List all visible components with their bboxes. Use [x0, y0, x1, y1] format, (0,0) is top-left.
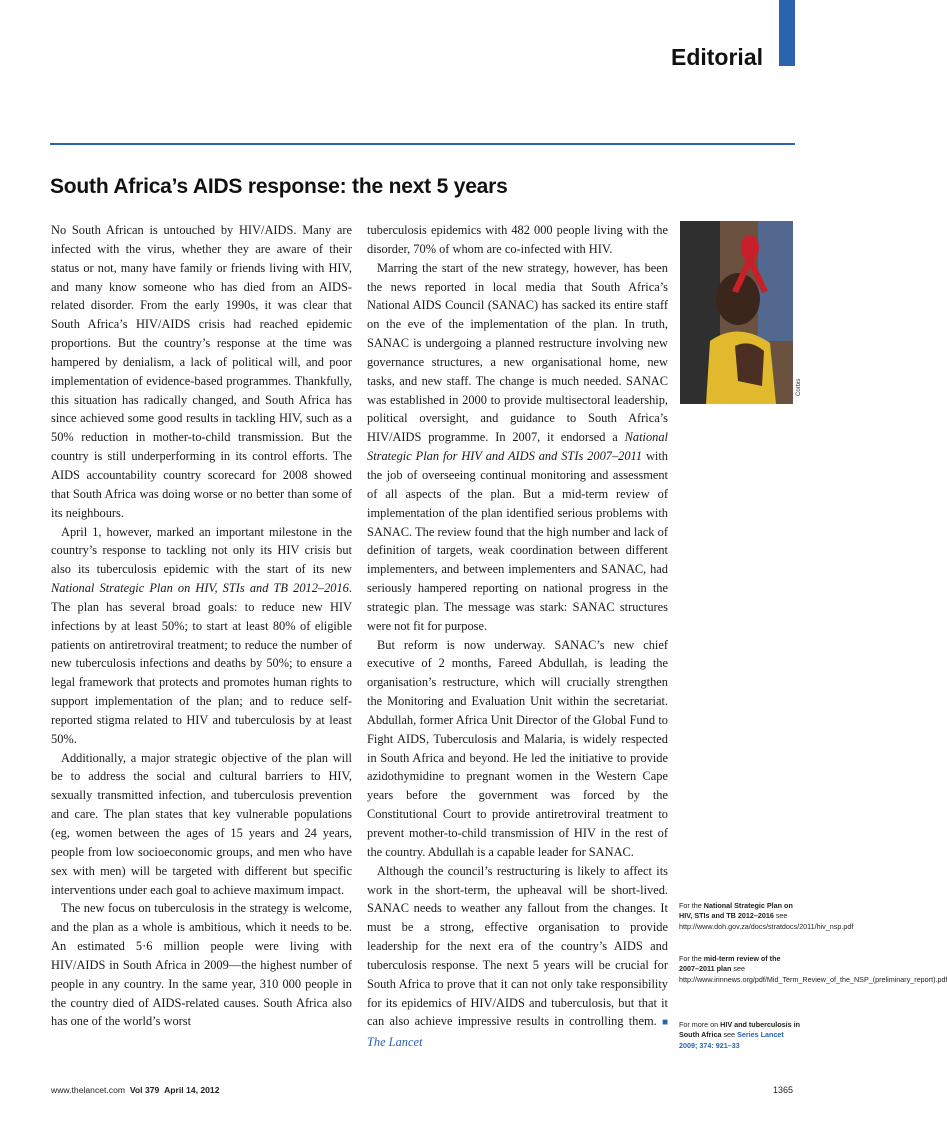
footer-citation: [51, 1085, 220, 1095]
paragraph-continued: tuberculosis epidemics with 482 000 people living with the disorder, 70% of whom are co-infected with HIV.: [367, 223, 668, 256]
plan-2007-italic: National Strategic Plan for HIV and AIDS and STIs 2007–2011: [367, 430, 668, 464]
note-nsp-url[interactable]: see http://www.doh.gov.za/docs/stratdocs/2011/hiv_nsp.pdf: [679, 911, 854, 931]
article-column-middle: [367, 221, 668, 1052]
sidebar-note-review: [679, 954, 947, 985]
note-review-title: mid-term review of the 2007–2011 plan: [679, 954, 781, 974]
footer-date: April 14, 2012: [164, 1085, 220, 1095]
signature: The Lancet: [367, 1035, 423, 1050]
signature-square-icon: ■: [661, 1017, 668, 1029]
plan-title-italic: National Strategic Plan on HIV, STIs and TB 2012–2016: [51, 581, 349, 596]
article-column-left: [51, 221, 352, 1031]
note-nsp-lead: For the: [679, 901, 704, 910]
paragraph-conclusion-text: Although the council’s restructuring is likely to affect its work in the short-term, the upheaval will be short-lived. SANAC needs to weather any fallout from the changes. It must be a strong, effective organisation to provide leadership for the next era of the country’s AIDS and tuberculosis response. The next 5 years will be crucial for South Africa to prove that it can not only take responsibility for its epidemics of HIV/AIDS and tuberculosis, but that it can also achieve impressive results in controlling them.: [367, 863, 668, 1029]
paragraph-objective: Additionally, a major strategic objective of the plan will be to address the social and cultural barriers to HIV, sexually transmitted infection, and tuberculosis prevention and care. The plan states that key vulnerable populations (eg, women between the ages of 15 years and 24 years, people from low socioeconomic groups, and men who have sex with men) will be targeted with different but specific interventions under each goal to achieve maximum impact.: [51, 750, 352, 897]
ribbon-photo: [680, 221, 793, 404]
ribbon-photo-art: [680, 221, 793, 404]
sidebar-note-series: [679, 1020, 801, 1051]
paragraph-conclusion: [367, 862, 668, 1052]
paragraph-april-rest: . The plan has several broad goals: to reduce new HIV infections by at least 50%; to start at least 80% of eligible patients on antiretroviral treatment; to reduce the number of new tuberculosis infections and deaths by 50%; to ensure a legal framework that protects and promotes human rights to support implementation of the plan; and to reduce self-reported stigma related to HIV and tuberculosis by at least 50%.: [51, 581, 352, 746]
note-review-lead: For the: [679, 954, 704, 963]
paragraph-reform: But reform is now underway. SANAC’s new chief executive of 2 months, Fareed Abdullah, is leading the organisation’s restructure, which will crucially strengthen the Monitoring and Evaluation Unit within the secretariat. Abdullah, former Africa Unit Director of the Global Fund to Fight AIDS, Tuberculosis and Malaria, is widely respected in South Africa and beyond. He led the initiative to provide azidothymidine to pregnant women in the Western Cape years before the government was forced by the Constitutional Court to provide antiretroviral treatment to prevent mother-to-child transmission of HIV in the rest of the country. Abdullah is a capable leader for SANAC.: [367, 637, 668, 859]
paragraph-april-text: April 1, however, marked an important milestone in the country’s response to tackling not only its HIV crisis but also its tuberculosis epidemic with the start of its new: [51, 524, 352, 577]
paragraph-sanac-text: Marring the start of the new strategy, however, has been the news reported in local media that South Africa’s National AIDS Council (SANAC) has sacked its entire staff on the eve of the implementation of the plan. In truth, SANAC is undergoing a planned restructure involving new governance structures, a new organisational home, new tasks, and new staff. The change is much needed. SANAC was established in 2000 to provide multisectoral leadership, political oversight, and guidance to South Africa’s HIV/AIDS programme. In 2007, it endorsed a: [367, 260, 668, 445]
page-number: 1365: [772, 1085, 793, 1095]
paragraph-sanac-rest: with the job of overseeing continual monitoring and assessment of all aspects of the plan. But a mid-term review of implementation of the plan identified serious problems with SANAC. The review found that the high number and lack of definition of targets, weak coordination between different implementers, and between implementers and SANAC, had seriously hampered reporting on national progress in the strategic plan. The message was stark: SANAC structures were not fit for purpose.: [367, 449, 668, 633]
footer-volume: Vol 379: [129, 1085, 160, 1095]
paragraph-intro: No South African is untouched by HIV/AIDS. Many are infected with the virus, whether they are aware of their status or not, many have family or friends living with HIV, and many know someone who has died from an AIDS-related disorder. From the early 1990s, it was clear that South Africa’s HIV/AIDS crisis had reached epidemic proportions. But the country’s response at the time was hampered by denialism, a lack of political will, and poor implementation of evidence-based programmes. Thankfully, this situation has radically changed, and South Africa has since achieved some good results in tackling HIV, such as a 50% reduction in mother-to-child transmission. But the country is still underperforming in its control efforts. The AIDS accountability country scorecard for 2008 showed that South Africa was doing worse or no better than some of its neighbours.: [51, 223, 352, 520]
series-link[interactable]: Series Lancet 2009; 374: 921–33: [679, 1030, 784, 1050]
article-title: South Africa’s AIDS response: the next 5 years: [50, 175, 508, 198]
paragraph-april: [51, 523, 352, 749]
note-nsp-title: National Strategic Plan on HIV, STIs and TB 2012–2016: [679, 901, 793, 921]
note-series-lead: For more on: [679, 1020, 721, 1029]
photo-credit: Corbis: [796, 378, 802, 396]
header-rule: [50, 143, 795, 145]
section-edge-bar: [779, 0, 795, 66]
sidebar-note-nsp: [679, 901, 854, 932]
note-series-title: HIV and tuberculosis in South Africa: [679, 1020, 801, 1040]
footer-site[interactable]: www.thelancet.com: [51, 1085, 126, 1095]
note-series-see: see: [721, 1030, 738, 1040]
section-label: Editorial: [670, 44, 763, 70]
note-review-url[interactable]: see http://www.irinnews.org/pdf/Mid_Term_Review_of_the_NSP_(preliminary_report).pdf: [679, 964, 947, 984]
paragraph-sanac: [367, 259, 668, 636]
paragraph-tuberculosis: The new focus on tuberculosis in the strategy is welcome, and the plan as a whole is ambitious, which it needs to be. An estimated 5·6 million people were living with HIV/AIDS in South Africa in 2009—the highest number of people in any country. In the same year, 310 000 people in the country died of AIDS-related causes. South Africa also has one of the world’s worst: [51, 901, 352, 1029]
